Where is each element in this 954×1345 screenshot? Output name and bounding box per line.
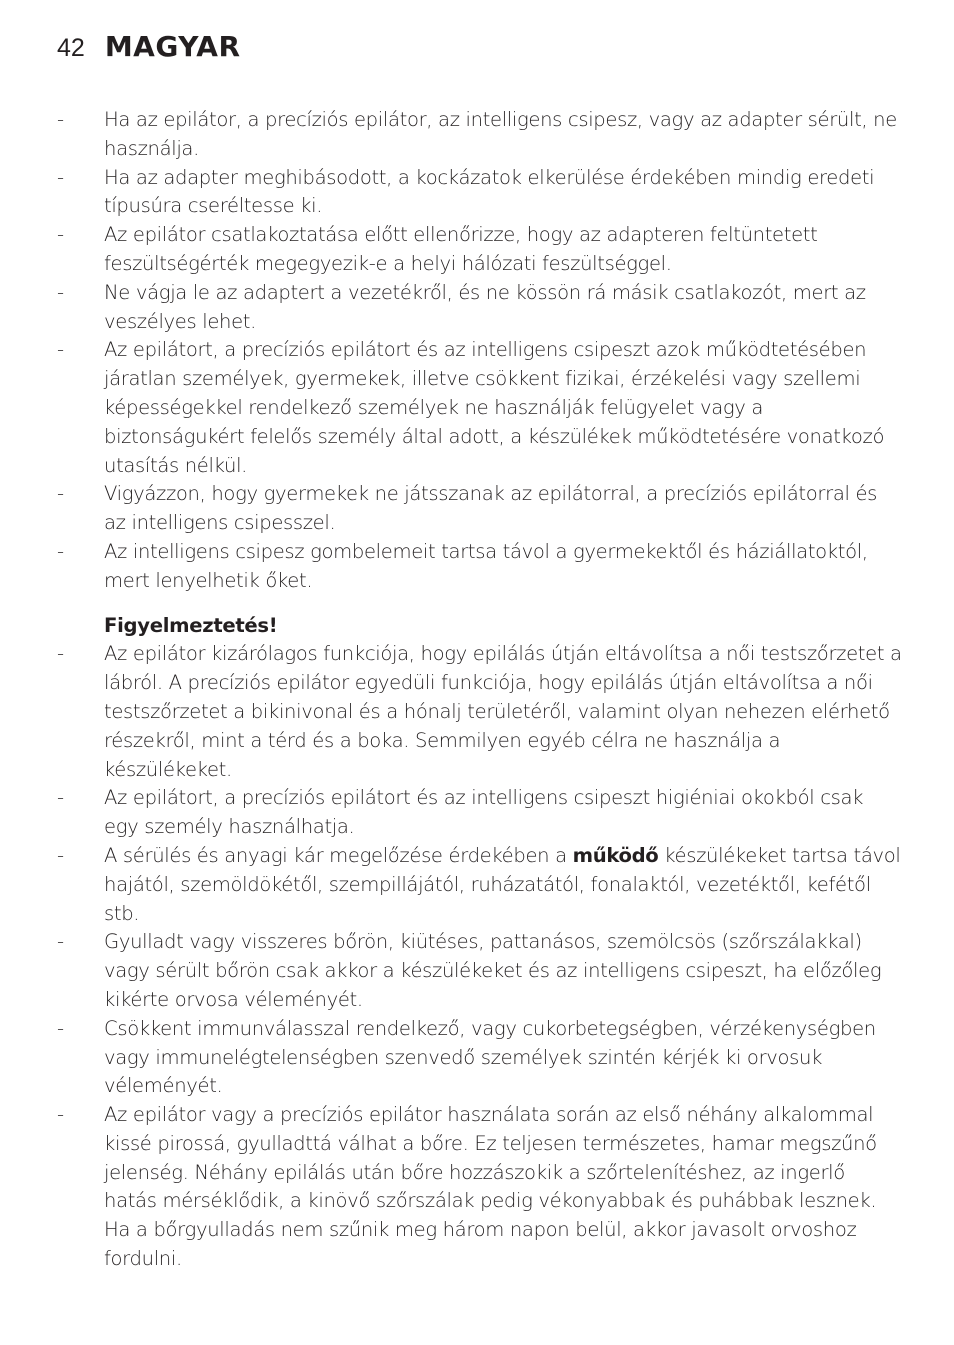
list-item-text: Az epilátor csatlakoztatása előtt ellenőrizze, hogy az adapteren feltüntetett feszültségérték megegyezik-e a helyi hálózati feszültséggel. — [104, 223, 818, 275]
list-item-text: Vigyázzon, hogy gyermekek ne játsszanak az epilátorral, a precíziós epilátorral és az intelligens csipesszel. — [104, 482, 878, 535]
warning-list — [57, 640, 902, 1274]
bullet-dash: - — [57, 930, 64, 954]
emphasis-text: működő — [572, 843, 659, 867]
page-header — [57, 30, 241, 70]
bullet-dash: - — [57, 482, 64, 506]
list-item — [57, 1101, 902, 1274]
list-item — [57, 221, 902, 279]
document-body — [57, 106, 902, 1274]
list-item — [57, 784, 902, 842]
bullet-dash: - — [57, 280, 64, 304]
bullet-dash: - — [57, 843, 64, 867]
list-item-text: Ha az epilátor, a precíziós epilátor, az intelligens csipesz, vagy az adapter sérült, ne használja. — [104, 108, 897, 160]
safety-list — [57, 106, 902, 596]
list-item — [57, 279, 902, 337]
text-segment: készülékeket tartsa távol hajától, szemöldökétől, szempillájától, ruházatától, fonalaktól, vezetéktől, kefétől stb. — [104, 843, 901, 925]
list-item — [57, 640, 902, 784]
bullet-dash: - — [57, 1103, 64, 1127]
bullet-dash: - — [57, 1016, 64, 1040]
list-item-text: Csökkent immunválasszal rendelkező, vagy cukorbetegségben, vérzékenységben vagy immunelégtelenségben szenvedő személyek szintén kérjék ki orvosuk véleményét. — [104, 1016, 876, 1098]
list-item — [57, 336, 902, 480]
list-item-text: Az epilátort, a precíziós epilátort és az intelligens csipeszt azok működtetésében járatlan személyek, gyermekek, illetve csökkent fizikai, érzékelési vagy szellemi képességekkel rendelkező személyek ne használják felügyelet vagy a biztonságukért felelős személy által adott, a készülékek működtetésére vonatkozó utasítás nélkül. — [104, 338, 885, 477]
list-item-text — [104, 844, 901, 925]
warning-heading: Figyelmeztetés! — [104, 613, 278, 637]
bullet-dash: - — [57, 108, 64, 131]
list-item — [57, 480, 902, 538]
bullet-dash: - — [57, 223, 64, 247]
list-item-text: Gyulladt vagy visszeres bőrön, kiütéses, pattanásos, szemölcsös (szőrszálakkal) vagy sérült bőrön csak akkor a készülékeket és az intelligens csipeszt, ha előzőleg kikérte orvosa véleményét. — [104, 930, 882, 1011]
bullet-dash: - — [57, 338, 64, 362]
page-number: 42 — [57, 34, 85, 62]
list-item-text: Az intelligens csipesz gombelemeit tartsa távol a gyermekektől és háziállatoktól, mert lenyelhetik őket. — [104, 539, 868, 592]
list-item-text: Az epilátor kizárólagos funkciója, hogy epilálás útján eltávolítsa a női testszőrzetet a lábról. A precíziós epilátor egyedüli funkciója, hogy epilálás útján eltávolítsa a női testszőrzetet a bikinivonal és a hónalj területéről, valamint olyan nehezen elérhető részekről, mint a térd és a boka. Semmilyen egyéb célra ne használja a készülékeket. — [104, 642, 902, 781]
bullet-dash: - — [57, 165, 64, 189]
bullet-dash: - — [57, 539, 64, 563]
list-item-text: Ne vágja le az adaptert a vezetékről, és ne kössön rá másik csatlakozót, mert az veszélyes lehet. — [104, 280, 866, 333]
list-item — [57, 106, 902, 164]
list-item-text: Ha az adapter meghibásodott, a kockázatok elkerülése érdekében mindig eredeti típusúra cseréltesse ki. — [104, 165, 875, 218]
bullet-dash: - — [57, 642, 64, 666]
list-item — [57, 164, 902, 222]
list-item — [57, 1015, 902, 1101]
list-item — [57, 538, 902, 596]
list-item — [57, 928, 902, 1014]
list-item — [57, 842, 902, 928]
bullet-dash: - — [57, 786, 64, 810]
list-item-text: Az epilátort, a precíziós epilátort és az intelligens csipeszt higiéniai okokból csak egy személy használhatja. — [104, 786, 864, 839]
text-segment: A sérülés és anyagi kár megelőzése érdekében a — [104, 843, 573, 867]
section-title: MAGYAR — [104, 30, 241, 63]
list-item-text: Az epilátor vagy a precíziós epilátor használata során az első néhány alkalommal kissé pirossá, gyulladttá válhat a bőre. Ez teljesen természetes, hamar megszűnő jelenség. Néhány epilálás után bőre hozzászokik a szőrtelenítéshez, az ingerlő hatás mérséklődik, a kinövő szőrszálak pedig vékonyabbak és puhábbak lesznek. Ha a bőrgyulladás nem szűnik meg három napon belül, akkor javasolt orvoshoz fordulni. — [104, 1103, 877, 1271]
